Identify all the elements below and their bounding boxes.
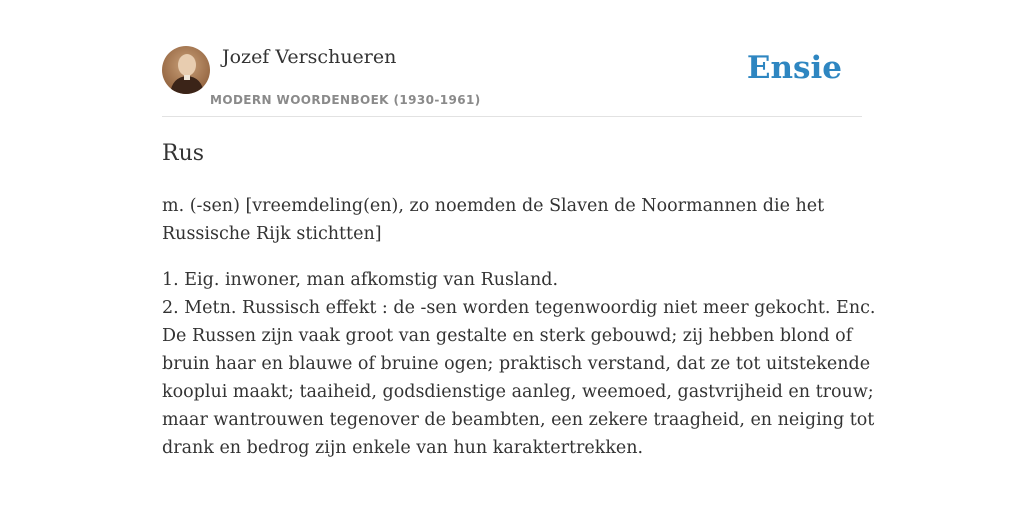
meaning-line: De Russen zijn vaak groot van gestalte en sterk gebouwd; zij hebben blond of (162, 326, 853, 346)
etymology-line: m. (-sen) [vreemdeling(en), zo noemden de Slaven de Noormannen die het (162, 196, 825, 216)
meaning-line: drank en bedrog zijn enkele van hun karaktertrekken. (162, 438, 644, 458)
meaning-line: 2. Metn. Russisch effekt : de -sen worden tegenwoordig niet meer gekocht. Enc. (162, 298, 876, 318)
meanings (162, 266, 876, 462)
avatar[interactable] (162, 46, 210, 94)
meaning-line: 1. Eig. inwoner, man afkomstig van Rusland. (162, 270, 559, 290)
etymology-line: Russische Rijk stichtten] (162, 224, 382, 244)
meaning-line: maar wantrouwen tegenover de beambten, een zekere traagheid, en neiging tot (162, 410, 875, 430)
meaning-line: bruin haar en blauwe of bruine ogen; praktisch verstand, dat ze tot uitstekende (162, 354, 871, 374)
header (162, 44, 862, 117)
source-label[interactable]: MODERN WOORDENBOEK (1930-1961) (210, 93, 481, 107)
page-title: Rus (162, 141, 205, 166)
author-portrait-icon (162, 46, 210, 94)
brand-logo[interactable]: Ensie (746, 50, 842, 86)
etymology (162, 192, 862, 248)
author-name[interactable]: Jozef Verschueren (222, 46, 397, 68)
definition (162, 192, 876, 480)
meaning-line: kooplui maakt; taaiheid, godsdienstige aanleg, weemoed, gastvrijheid en trouw; (162, 382, 874, 402)
